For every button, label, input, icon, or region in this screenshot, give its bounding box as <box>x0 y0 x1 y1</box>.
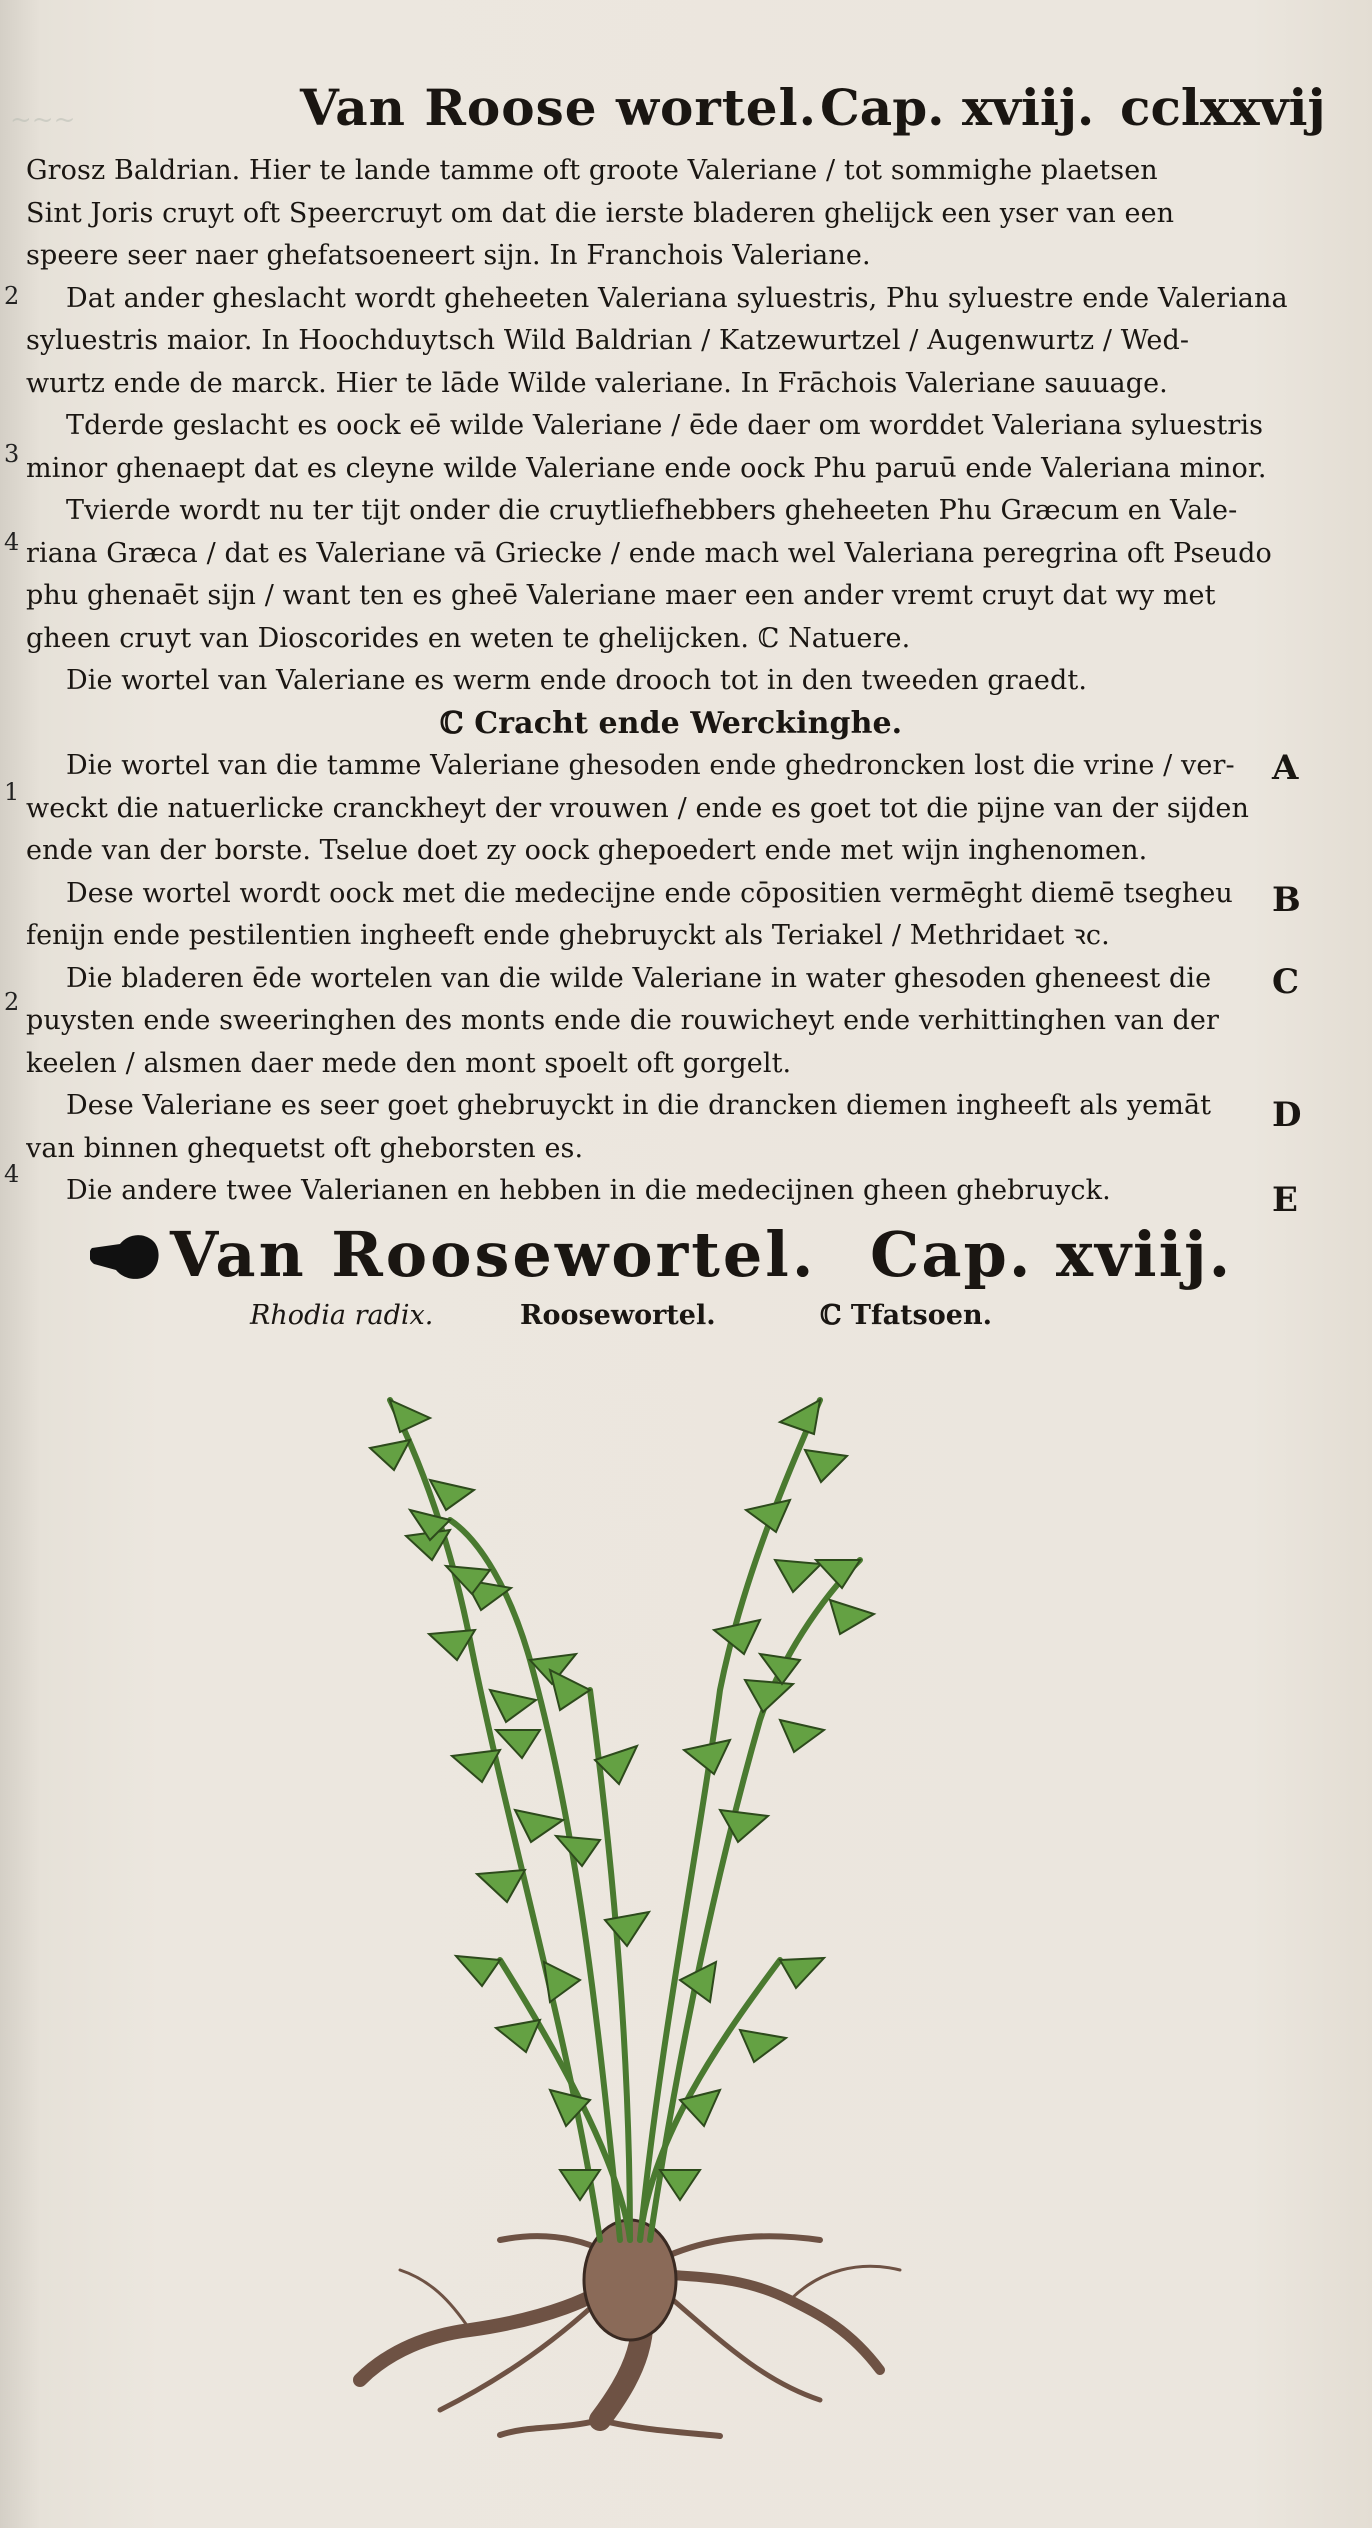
margin-number: 1 <box>4 778 20 806</box>
text-line: wurtz ende de marck. Hier te lāde Wilde valeriane. In Frāchois Valeriane sauuage. <box>26 367 1168 399</box>
margin-letter: D <box>1272 1095 1302 1135</box>
text-line: Grosz Baldrian. Hier te lande tamme oft groote Valeriane / tot sommighe plaetsen <box>26 155 1158 186</box>
text-line: ende van der borste. Tselue doet zy oock ghepoedert ende met wijn inghenomen. <box>26 835 1148 866</box>
text-line: Dese Valeriane es seer goet ghebruyckt in die drancken diemen ingheeft als yemāt <box>66 1090 1212 1121</box>
text-line: van binnen ghequetst oft gheborsten es. <box>26 1132 584 1164</box>
margin-number: 2 <box>4 988 20 1016</box>
text-line: Die wortel van die tamme Valeriane ghesoden ende ghedroncken lost die vrine / ver- <box>66 750 1235 781</box>
margin-letter: E <box>1272 1180 1298 1220</box>
text-line: gheen cruyt van Dioscorides en weten te ghelijcken. ℂ Natuere. <box>26 622 911 654</box>
folio-number: cclxxvij <box>1120 78 1326 137</box>
text-line: phu ghenaēt sijn / want ten es gheē Valeriane maer een ander vremt cruyt dat wy met <box>26 580 1216 611</box>
stems <box>390 1400 860 2240</box>
margin-letter: A <box>1272 748 1299 788</box>
running-title: Van Roose wortel. <box>300 78 818 137</box>
text-line: Die wortel van Valeriane es werm ende drooch tot in den tweeden graedt. <box>66 665 1088 696</box>
margin-number: 2 <box>4 282 20 310</box>
text-line: speere seer naer ghefatsoeneert sijn. In Franchois Valeriane. <box>26 240 871 271</box>
chapter-title: Van Roosewortel. <box>170 1218 817 1291</box>
text-line: puysten ende sweeringhen des monts ende die rouwicheyt ende verhittinghen van der <box>26 1005 1219 1036</box>
latin-caption: Rhodia radix. <box>250 1300 434 1331</box>
roosewortel-woodcut-illustration <box>300 1340 980 2440</box>
chapter-number: Cap. xviij. <box>870 1218 1233 1291</box>
text-line: Dat ander gheslacht wordt gheheeten Valeriana syluestris, Phu syluestre ende Valeriana <box>66 282 1288 314</box>
illustration-captions <box>250 1300 1050 1340</box>
margin-number: 3 <box>4 440 20 468</box>
text-line: keelen / alsmen daer mede den mont spoelt oft gorgelt. <box>26 1047 792 1079</box>
text-line: riana Græca / dat es Valeriane vā Griecke / ende mach wel Valeriana peregrina oft Pseudo <box>26 537 1272 569</box>
margin-number: 4 <box>4 1160 20 1188</box>
chapter-heading <box>70 1218 1330 1298</box>
margin-number: 4 <box>4 528 20 556</box>
text-line: weckt die natuerlicke cranckheyt der vrouwen / ende es goet tot die pijne van der sijden <box>26 792 1249 824</box>
page-header <box>30 78 1340 138</box>
text-line: Tderde geslacht es oock eē wilde Valeriane / ēde daer om worddet Valeriana syluestris <box>66 410 1264 441</box>
text-line: fenijn ende pestilentien ingheeft ende ghebruyckt als Teriakel / Methridaet ꝛc. <box>26 920 1110 951</box>
margin-letter: B <box>1272 880 1301 920</box>
body-text <box>26 150 1316 1213</box>
header-chapter: Cap. xviij. <box>820 78 1095 137</box>
text-line: Sint Joris cruyt oft Speercruyt om dat die ierste bladeren ghelijck een yser van een <box>26 197 1175 229</box>
text-line: Tvierde wordt nu ter tijt onder die cruytliefhebbers gheheeten Phu Græcum en Vale- <box>66 495 1238 526</box>
pointing-hand-icon <box>90 1226 162 1282</box>
text-line: minor ghenaept dat es cleyne wilde Valeriane ende oock Phu paruū ende Valeriana minor. <box>26 452 1267 484</box>
dutch-caption: Roosewortel. <box>520 1300 716 1331</box>
text-line: syluestris maior. In Hoochduytsch Wild Baldrian / Katzewurtzel / Augenwurtz / Wed- <box>26 325 1190 356</box>
text-line: Die bladeren ēde wortelen van die wilde Valeriane in water ghesoden gheneest die <box>66 962 1212 994</box>
text-line: Dese wortel wordt oock met die medecijne ende cōpositien vermēght diemē tsegheu <box>66 877 1233 909</box>
margin-letter: C <box>1272 962 1300 1002</box>
section-heading: ℂ Cracht ende Werckinghe. <box>439 705 903 741</box>
bleed-through-text: ~~~ <box>10 105 76 135</box>
leaves <box>370 1400 874 2200</box>
fatsoen-caption: ℂ Tfatsoen. <box>820 1300 992 1331</box>
text-line: Die andere twee Valerianen en hebben in die medecijnen gheen ghebruyck. <box>66 1175 1111 1206</box>
